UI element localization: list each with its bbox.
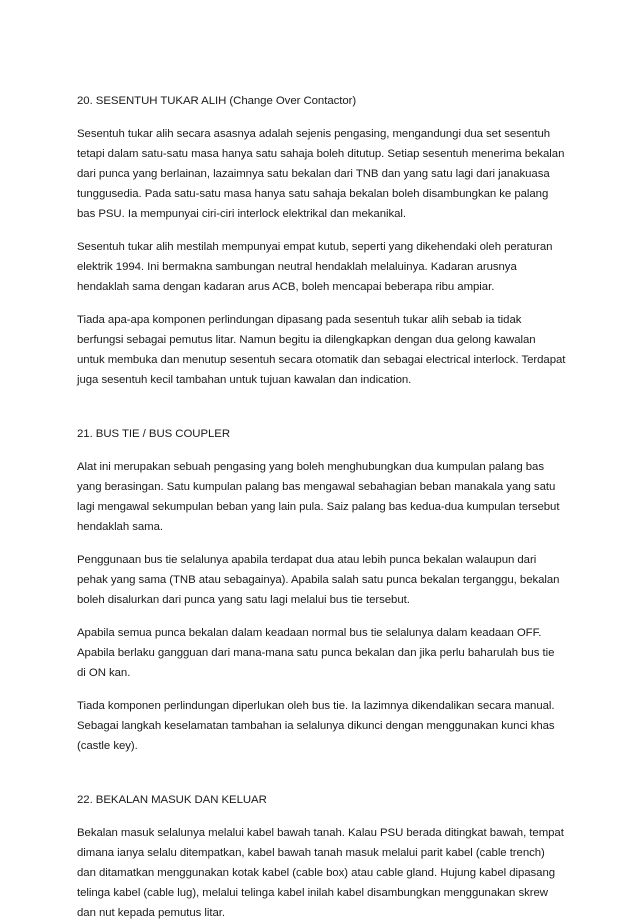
paragraph-20-3: Tiada apa-apa komponen perlindungan dipasang pada sesentuh tukar alih sebab ia tidak berfungsi sebagai pemutus litar. Namun begitu ia dilengkapkan dengan dua gelong kawalan untuk membuka dan menutup sesentuh secara otomatik dan sebagai electrical interlock. Terdapat juga sesentuh kecil tambahan untuk tujuan kawalan dan indication.: [77, 314, 566, 386]
paragraph-20-1: Sesentuh tukar alih secara asasnya adalah sejenis pengasing, mengandungi dua set sesentuh tetapi dalam satu-satu masa hanya satu sahaja boleh ditutup. Setiap sesentuh menerima bekalan dari punca yang berlainan, lazaimnya satu bekalan dari TNB dan yang satu lagi dari janakuasa tunggusedia. Pada satu-satu masa hanya satu sahaja bekalan boleh disambungkan ke palang bas PSU. Ia mempunyai ciri-ciri interlock elektrikal dan mekanikal.: [77, 128, 565, 220]
paragraph-21-3: Apabila semua punca bekalan dalam keadaan normal bus tie selalunya dalam keadaan OFF. Apabila berlaku gangguan dari mana-mana satu punca bekalan dan jika perlu baharulah bus tie di ON kan.: [77, 627, 555, 679]
paragraph-21-4: Tiada komponen perlindungan diperlukan oleh bus tie. Ia lazimnya dikendalikan secara manual. Sebagai langkah keselamatan tambahan ia selalunya dikunci dengan menggunakan kunci khas (castle key).: [77, 700, 555, 752]
section-heading-22: 22. BEKALAN MASUK DAN KELUAR: [77, 794, 267, 806]
paragraph-21-1: Alat ini merupakan sebuah pengasing yang boleh menghubungkan dua kumpulan palang bas yang berasingan. Satu kumpulan palang bas mengawal sebahagian beban manakala yang satu lagi mengawal sekumpulan beban yang lain pula. Saiz palang bas kedua-dua kumpulan tersebut hendaklah sama.: [77, 461, 560, 533]
paragraph-20-2: Sesentuh tukar alih mestilah mempunyai empat kutub, seperti yang dikehendaki oleh peraturan elektrik 1994. Ini bermakna sambungan neutral hendaklah melaluinya. Kadaran arusnya hendaklah sama dengan kadaran arus ACB, boleh mencapai beberapa ribu ampiar.: [77, 241, 553, 293]
paragraph-22-1: Bekalan masuk selalunya melalui kabel bawah tanah. Kalau PSU berada ditingkat bawah, tempat dimana ianya selalu ditempatkan, kabel bawah tanah masuk melalui parit kabel (cable trench) dan ditamatkan menggunakan kotak kabel (cable box) atau cable gland. Hujung kabel dipasang telinga kabel (cable lug), melalui telinga kabel inilah kabel disambungkan menggunakan skrew dan nut kepada pemutus litar.: [77, 827, 564, 919]
section-heading-21: 21. BUS TIE / BUS COUPLER: [77, 428, 230, 440]
section-heading-20: 20. SESENTUH TUKAR ALIH (Change Over Contactor): [77, 95, 357, 107]
paragraph-21-2: Penggunaan bus tie selalunya apabila terdapat dua atau lebih punca bekalan walaupun dari pehak yang sama (TNB atau sebagainya). Apabila salah satu punca bekalan terganggu, bekalan boleh disalurkan dari punca yang satu lagi melalui bus tie tersebut.: [77, 554, 560, 606]
